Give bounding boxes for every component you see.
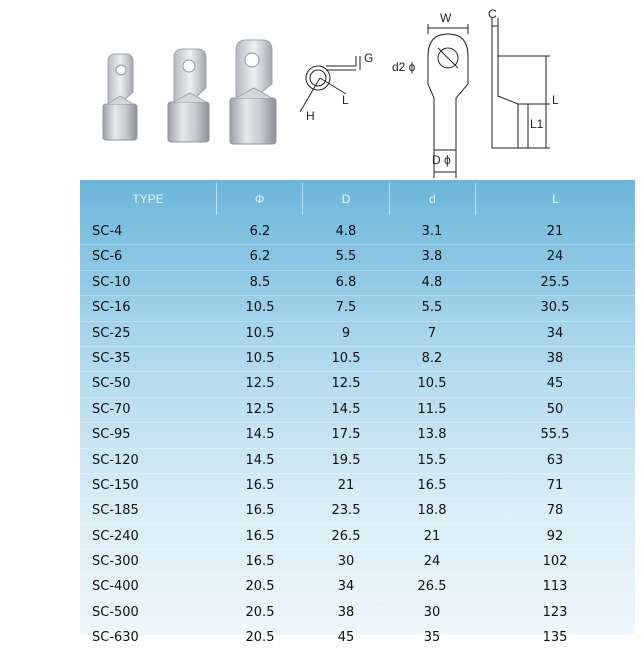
cell-phi: 16.5 xyxy=(245,503,275,519)
cell-d-upper: 38 xyxy=(337,604,355,620)
cell-phi: 16.5 xyxy=(245,554,275,570)
cell-l: 135 xyxy=(542,630,568,646)
cell-phi: 6.2 xyxy=(249,249,271,265)
table-header xyxy=(80,180,635,218)
table-row xyxy=(80,347,635,372)
table-row xyxy=(80,423,635,448)
cell-phi: 16.5 xyxy=(245,477,275,493)
cell-type: SC-50 xyxy=(92,376,131,392)
label-l-side: L xyxy=(342,93,349,107)
label-w: W xyxy=(440,11,452,25)
cell-type: SC-120 xyxy=(92,452,139,468)
cell-l: 71 xyxy=(546,477,564,493)
cell-d-lower: 21 xyxy=(423,528,441,544)
cell-type: SC-35 xyxy=(92,350,131,366)
cell-d-lower: 13.8 xyxy=(417,427,447,443)
cell-type: SC-500 xyxy=(92,604,139,620)
cell-d-lower: 30 xyxy=(423,604,441,620)
table-row xyxy=(80,601,635,626)
cell-d-lower: 8.2 xyxy=(421,350,443,366)
cell-type: SC-6 xyxy=(92,249,123,265)
label-d: D ϕ xyxy=(432,153,451,167)
cell-phi: 16.5 xyxy=(245,528,275,544)
header-d-lower: d xyxy=(390,183,476,215)
cell-d-lower: 7 xyxy=(427,325,437,341)
cell-type: SC-10 xyxy=(92,274,131,290)
label-l1: L1 xyxy=(530,117,544,131)
table-row xyxy=(80,296,635,321)
header-type: TYPE xyxy=(80,183,217,215)
cell-l: 30.5 xyxy=(540,300,570,316)
cell-d-lower: 16.5 xyxy=(417,477,447,493)
cell-d-upper: 45 xyxy=(337,630,355,646)
cell-d-lower: 26.5 xyxy=(417,579,447,595)
lug-photo-small xyxy=(103,54,137,140)
cell-d-lower: 24 xyxy=(423,554,441,570)
cell-d-upper: 10.5 xyxy=(331,350,361,366)
cell-d-lower: 4.8 xyxy=(421,274,443,290)
table-row xyxy=(80,499,635,524)
cell-phi: 6.2 xyxy=(249,224,271,239)
cell-d-upper: 21 xyxy=(337,477,355,493)
lug-photo-large xyxy=(230,40,276,144)
cell-type: SC-150 xyxy=(92,477,139,493)
cell-l: 24 xyxy=(546,249,564,265)
cell-d-upper: 12.5 xyxy=(331,376,361,392)
cell-phi: 12.5 xyxy=(245,401,275,417)
cell-d-upper: 26.5 xyxy=(331,528,361,544)
cell-l: 92 xyxy=(546,528,564,544)
table-row xyxy=(80,525,635,550)
cell-phi: 20.5 xyxy=(245,604,275,620)
cell-l: 50 xyxy=(546,401,564,417)
cell-type: SC-4 xyxy=(92,224,123,239)
cell-d-lower: 5.5 xyxy=(421,300,443,316)
cell-phi: 20.5 xyxy=(245,630,275,646)
cell-l: 45 xyxy=(546,376,564,392)
cell-type: SC-25 xyxy=(92,325,131,341)
cell-phi: 10.5 xyxy=(245,350,275,366)
cell-d-lower: 15.5 xyxy=(417,452,447,468)
cell-type: SC-16 xyxy=(92,300,131,316)
cell-d-lower: 10.5 xyxy=(417,376,447,392)
label-l: L xyxy=(552,93,559,107)
header-d-upper: D xyxy=(303,183,389,215)
cell-phi: 8.5 xyxy=(249,274,271,290)
cell-type: SC-95 xyxy=(92,427,131,443)
cross-section-diagram xyxy=(300,56,360,112)
header-l: L xyxy=(552,192,559,206)
cell-d-lower: 11.5 xyxy=(417,401,447,417)
cell-d-upper: 14.5 xyxy=(331,401,361,417)
cell-type: SC-630 xyxy=(92,630,139,646)
cell-type: SC-240 xyxy=(92,528,139,544)
cell-d-upper: 5.5 xyxy=(335,249,357,265)
cell-type: SC-185 xyxy=(92,503,139,519)
cell-d-upper: 17.5 xyxy=(331,427,361,443)
table-row xyxy=(80,474,635,499)
table-row xyxy=(80,449,635,474)
cell-d-upper: 7.5 xyxy=(335,300,357,316)
cell-type: SC-300 xyxy=(92,554,139,570)
table-row xyxy=(80,245,635,270)
label-c: C xyxy=(488,7,497,21)
label-g: G xyxy=(364,51,374,65)
label-h: H xyxy=(306,109,315,123)
cell-phi: 20.5 xyxy=(245,579,275,595)
cell-d-lower: 35 xyxy=(423,630,441,646)
cell-l: 34 xyxy=(546,325,564,341)
table-row xyxy=(80,372,635,397)
cell-d-upper: 23.5 xyxy=(331,503,361,519)
cell-d-lower: 18.8 xyxy=(417,503,447,519)
cell-d-upper: 19.5 xyxy=(331,452,361,468)
cell-l: 38 xyxy=(546,350,564,366)
cell-l: 102 xyxy=(542,554,568,570)
cell-d-lower: 3.8 xyxy=(421,249,443,265)
cell-d-upper: 4.8 xyxy=(335,224,357,239)
cell-phi: 14.5 xyxy=(245,452,275,468)
cell-phi: 14.5 xyxy=(245,427,275,443)
table-row xyxy=(80,322,635,347)
cell-d-upper: 6.8 xyxy=(335,274,357,290)
cell-phi: 10.5 xyxy=(245,325,275,341)
cell-l: 25.5 xyxy=(540,274,570,290)
label-d2: d2 ϕ xyxy=(392,60,416,74)
cell-d-upper: 30 xyxy=(337,554,355,570)
table-row xyxy=(80,271,635,296)
lug-drawings xyxy=(0,0,641,178)
cell-l: 63 xyxy=(546,452,564,468)
cell-phi: 12.5 xyxy=(245,376,275,392)
table-row xyxy=(80,398,635,423)
specification-table xyxy=(80,180,635,646)
cell-type: SC-400 xyxy=(92,579,139,595)
cell-l: 78 xyxy=(546,503,564,519)
table-body xyxy=(80,220,635,652)
cell-l: 55.5 xyxy=(540,427,570,443)
cell-l: 113 xyxy=(542,579,568,595)
cell-type: SC-70 xyxy=(92,401,131,417)
cell-d-upper: 9 xyxy=(341,325,351,341)
header-phi: Φ xyxy=(217,183,303,215)
product-illustration-area xyxy=(0,0,641,178)
table-row xyxy=(80,550,635,575)
cell-d-upper: 34 xyxy=(337,579,355,595)
lug-photo-medium xyxy=(168,49,209,142)
cell-phi: 10.5 xyxy=(245,300,275,316)
cell-d-lower: 3.1 xyxy=(421,224,443,239)
cell-l: 123 xyxy=(542,604,568,620)
table-row xyxy=(80,626,635,651)
table-row xyxy=(80,575,635,600)
cell-l: 21 xyxy=(546,224,564,239)
table-row xyxy=(80,220,635,245)
